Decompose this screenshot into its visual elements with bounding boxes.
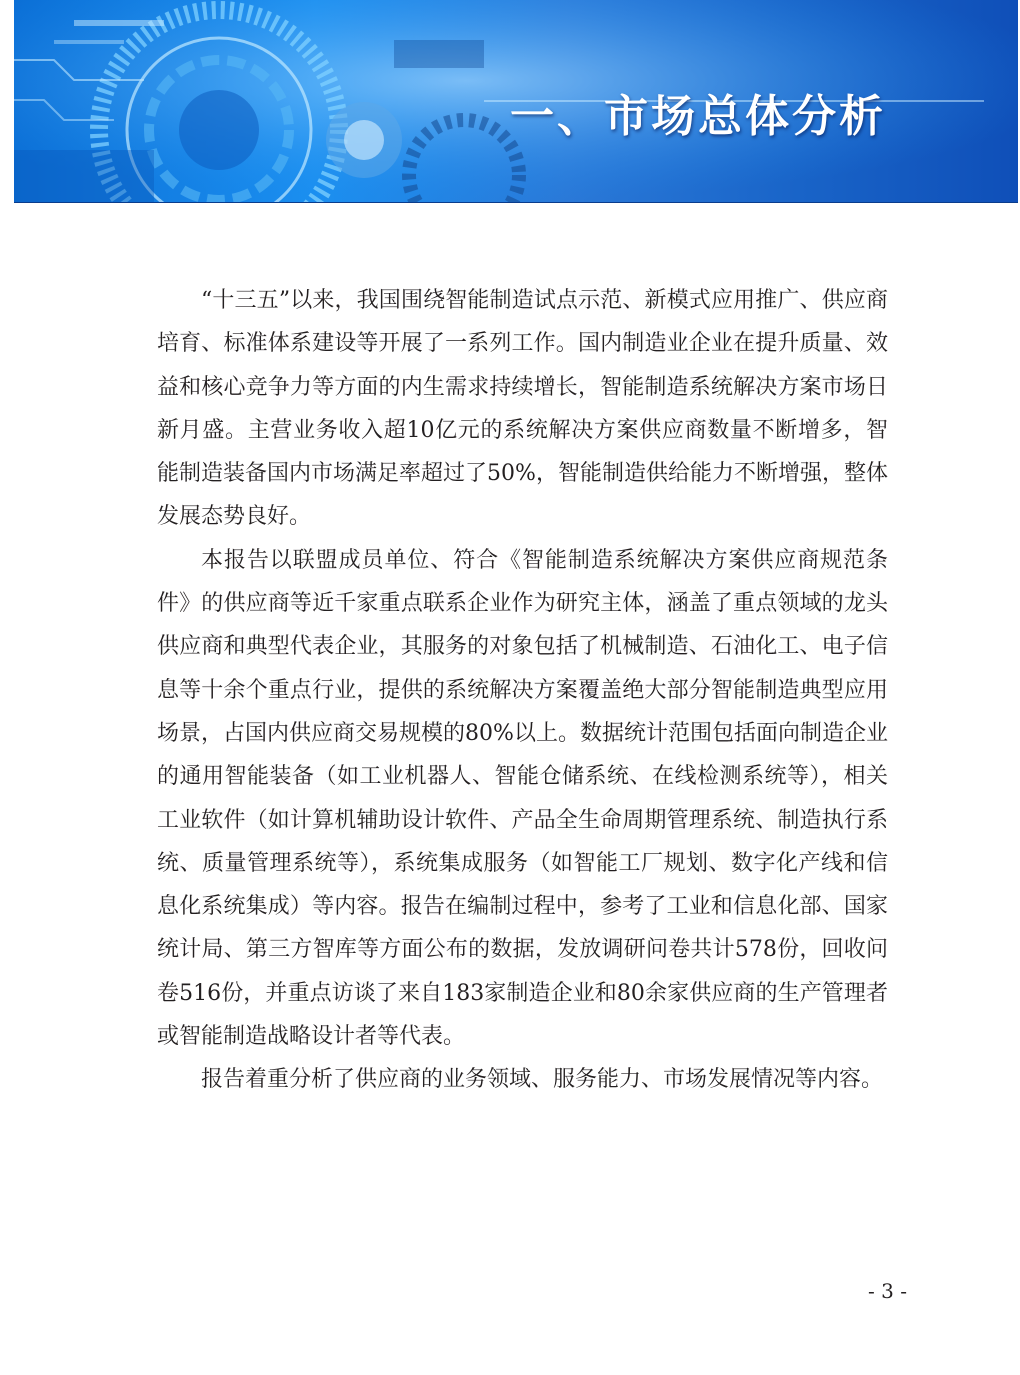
- page-title: 一、市场总体分析: [510, 91, 886, 142]
- paragraph-1: “十三五”以来，我国围绕智能制造试点示范、新模式应用推广、供应商培育、标准体系建设等开展了一系列工作。国内制造业企业在提升质量、效益和核心竞争力等方面的内生需求持续增长，智能制造系统解决方案市场日新月盛。主营业务收入超10亿元的系统解决方案供应商数量不断增多，智能制造装备国内市场满足率超过了50%，智能制造供给能力不断增强，整体发展态势良好。: [157, 288, 888, 530]
- page-number: - 3 -: [868, 1279, 907, 1303]
- header-banner: [14, 0, 1018, 203]
- document-body: [157, 279, 888, 1102]
- paragraph-3: 报告着重分析了供应商的业务领域、服务能力、市场发展情况等内容。: [201, 1067, 884, 1093]
- paragraph-2: 本报告以联盟成员单位、符合《智能制造系统解决方案供应商规范条件》的供应商等近千家重点联系企业作为研究主体，涵盖了重点领域的龙头供应商和典型代表企业，其服务的对象包括了机械制造、石油化工、电子信息等十余个重点行业，提供的系统解决方案覆盖绝大部分智能制造典型应用场景，占国内供应商交易规模的80%以上。数据统计范围包括面向制造企业的通用智能装备（如工业机器人、智能仓储系统、在线检测系统等），相关工业软件（如计算机辅助设计软件、产品全生命周期管理系统、制造执行系统、质量管理系统等），系统集成服务（如智能工厂规划、数字化产线和信息化系统集成）等内容。报告在编制过程中，参考了工业和信息化部、国家统计局、第三方智库等方面公布的数据，发放调研问卷共计578份，回收问卷516份，并重点访谈了来自183家制造企业和80余家供应商的生产管理者或智能制造战略设计者等代表。: [157, 547, 888, 1050]
